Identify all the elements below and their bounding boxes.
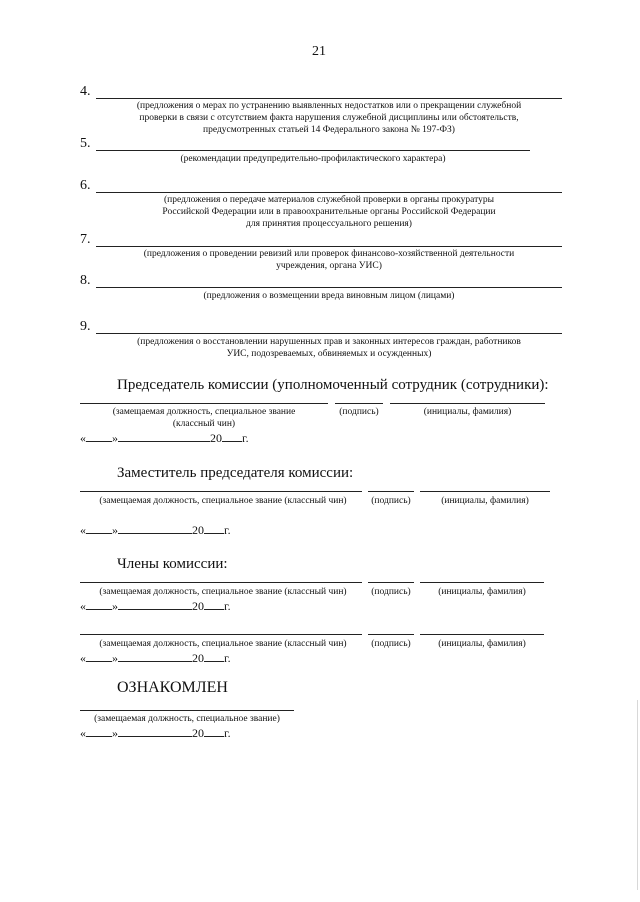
member-2-name-caption: (инициалы, фамилия) (438, 639, 526, 649)
item-9-caption (96, 336, 562, 360)
acknowledged-date-year-suffix: г. (224, 726, 231, 740)
acknowledged-date-day-field[interactable] (86, 736, 112, 737)
deputy-sign-line[interactable] (368, 491, 414, 492)
item-4-caption-line-1: (предложения о мерах по устранению выявленных недостатков или о прекращении служебной (136, 101, 522, 111)
chair-date-month-field[interactable] (118, 441, 210, 442)
item-5-number: 5. (80, 136, 91, 151)
item-7-number: 7. (80, 232, 91, 247)
member-1-date-month-field[interactable] (118, 609, 192, 610)
item-4-field-line[interactable] (96, 98, 562, 99)
chair-position-caption (80, 406, 328, 430)
member-1-date-close-quote: » (112, 599, 118, 613)
chair-date (80, 431, 249, 446)
acknowledged-position-caption: (замещаемая должность, специальное звание) (94, 714, 280, 724)
member-1-sign-caption: (подпись) (371, 587, 411, 597)
chair-date-year-prefix: 20 (210, 431, 222, 445)
item-9-caption-line-1: (предложения о восстановлении нарушенных прав и законных интересов граждан, работников (137, 337, 521, 347)
member-1-date-year-field[interactable] (204, 609, 224, 610)
deputy-date-year-suffix: г. (224, 523, 231, 537)
item-8-field-line[interactable] (96, 287, 562, 288)
item-4-caption-line-2: проверки в связи с отсутствием факта нарушения служебной дисциплины или обстоятельств, (139, 113, 519, 123)
chair-date-close-quote: » (112, 431, 118, 445)
deputy-date-year-field[interactable] (204, 533, 224, 534)
member-1-name-line[interactable] (420, 582, 544, 583)
deputy-date (80, 523, 231, 538)
member-2-position-line[interactable] (80, 634, 362, 635)
member-2-date-year-field[interactable] (204, 661, 224, 662)
member-2-date-year-suffix: г. (224, 651, 231, 665)
item-4-caption (96, 100, 562, 136)
item-9-number: 9. (80, 319, 91, 334)
chair-name-line[interactable] (390, 403, 545, 404)
chair-position-caption-line-1: (замещаемая должность, специальное звание (112, 407, 296, 417)
item-6-caption (96, 194, 562, 230)
deputy-position-line[interactable] (80, 491, 362, 492)
member-1-name-caption: (инициалы, фамилия) (438, 587, 526, 597)
item-6-field-line[interactable] (96, 192, 562, 193)
item-5-caption (96, 153, 530, 165)
item-6-number: 6. (80, 178, 91, 193)
member-1-date-year-prefix: 20 (192, 599, 204, 613)
item-8-caption (96, 290, 562, 302)
chair-position-caption-line-2: (классный чин) (172, 419, 236, 429)
chair-date-year-field[interactable] (222, 441, 242, 442)
item-6-caption-line-1: (предложения о передаче материалов служебной проверки в органы прокуратуры (164, 195, 494, 205)
deputy-date-year-prefix: 20 (192, 523, 204, 537)
member-2-name-line[interactable] (420, 634, 544, 635)
item-6-caption-line-2: Российской Федерации или в правоохранительные органы Российской Федерации (162, 207, 496, 217)
chair-date-day-field[interactable] (86, 441, 112, 442)
chair-position-line[interactable] (80, 403, 328, 404)
deputy-date-open-quote: « (80, 523, 86, 537)
member-2-sign-line[interactable] (368, 634, 414, 635)
acknowledged-date-open-quote: « (80, 726, 86, 740)
chair-sign-caption: (подпись) (339, 407, 379, 417)
deputy-sign-caption: (подпись) (371, 496, 411, 506)
item-6-caption-line-3: для принятия процессуального решения) (246, 219, 412, 229)
acknowledged-heading: ОЗНАКОМЛЕН (117, 679, 228, 696)
member-2-sign-caption: (подпись) (371, 639, 411, 649)
member-2-date-close-quote: » (112, 651, 118, 665)
member-1-date-open-quote: « (80, 599, 86, 613)
scan-edge-artifact (637, 700, 638, 890)
item-4-number: 4. (80, 84, 91, 99)
acknowledged-date-close-quote: » (112, 726, 118, 740)
item-7-caption (96, 248, 562, 272)
member-1-date-day-field[interactable] (86, 609, 112, 610)
item-8-number: 8. (80, 273, 91, 288)
deputy-date-month-field[interactable] (118, 533, 192, 534)
chair-date-open-quote: « (80, 431, 86, 445)
member-2-date-day-field[interactable] (86, 661, 112, 662)
item-4-caption-line-3: предусмотренных статьей 14 Федерального закона № 197-ФЗ) (203, 125, 455, 135)
deputy-date-day-field[interactable] (86, 533, 112, 534)
member-1-date (80, 599, 231, 614)
acknowledged-date-year-prefix: 20 (192, 726, 204, 740)
item-9-caption-line-2: УИС, подозреваемых, обвиняемых и осужденных) (226, 349, 432, 359)
item-8-caption-line-1: (предложения о возмещении вреда виновным лицом (лицами) (203, 291, 455, 301)
deputy-date-close-quote: » (112, 523, 118, 537)
item-7-field-line[interactable] (96, 246, 562, 247)
member-1-position-caption: (замещаемая должность, специальное звание (классный чин) (99, 587, 347, 597)
member-2-date-year-prefix: 20 (192, 651, 204, 665)
deputy-name-line[interactable] (420, 491, 550, 492)
deputy-heading: Заместитель председателя комиссии: (117, 465, 354, 481)
acknowledged-date (80, 726, 231, 741)
acknowledged-position-line[interactable] (80, 710, 294, 711)
page-number: 21 (312, 44, 326, 59)
member-1-sign-line[interactable] (368, 582, 414, 583)
members-heading: Члены комиссии: (117, 556, 228, 572)
acknowledged-date-month-field[interactable] (118, 736, 192, 737)
deputy-name-caption: (инициалы, фамилия) (441, 496, 529, 506)
deputy-position-caption: (замещаемая должность, специальное звание (классный чин) (99, 496, 347, 506)
member-1-position-line[interactable] (80, 582, 362, 583)
chair-date-year-suffix: г. (242, 431, 249, 445)
member-1-date-year-suffix: г. (224, 599, 231, 613)
chair-heading: Председатель комиссии (уполномоченный сотрудник (сотрудники): (117, 377, 549, 393)
item-5-field-line[interactable] (96, 150, 530, 151)
member-2-date-open-quote: « (80, 651, 86, 665)
item-7-caption-line-1: (предложения о проведении ревизий или проверок финансово-хозяйственной деятельности (143, 249, 515, 259)
item-5-caption-line-1: (рекомендации предупредительно-профилактического характера) (180, 154, 446, 164)
item-9-field-line[interactable] (96, 333, 562, 334)
member-2-date-month-field[interactable] (118, 661, 192, 662)
member-2-date (80, 651, 231, 666)
acknowledged-date-year-field[interactable] (204, 736, 224, 737)
member-2-position-caption: (замещаемая должность, специальное звание (классный чин) (99, 639, 347, 649)
item-7-caption-line-2: учреждения, органа УИС) (276, 261, 382, 271)
chair-sign-line[interactable] (335, 403, 383, 404)
chair-name-caption: (инициалы, фамилия) (423, 407, 512, 417)
